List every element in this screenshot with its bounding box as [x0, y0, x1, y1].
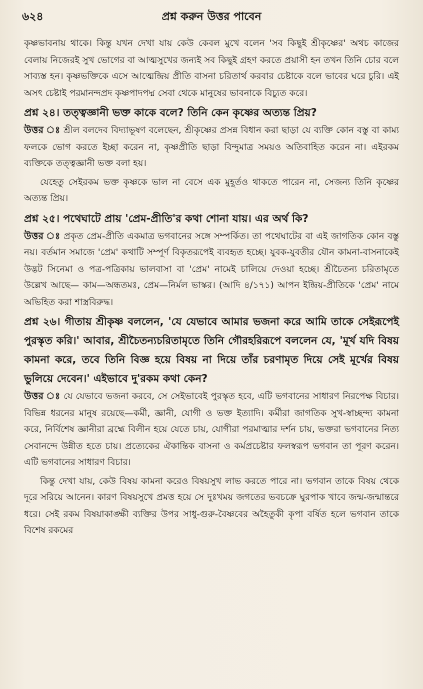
paragraph-continuation	[24, 36, 399, 102]
answer-label: উত্তর ঃ	[24, 230, 61, 242]
answer-26	[24, 389, 399, 472]
question-24	[24, 104, 399, 123]
paragraph-26-continuation	[24, 474, 399, 540]
paragraph-text: যেহেতু সেইরকম ভক্ত কৃষ্ণকে ভাল না বেসে এক মুহূর্তও থাকতে পারেন না, সেজন্য তিনি কৃষ্ণের অত্যন্ত প্রিয়।	[24, 177, 399, 204]
question-25	[24, 210, 399, 229]
answer-25	[24, 229, 399, 312]
question-label: প্রশ্ন ২৪।	[24, 107, 60, 119]
answer-text: যে যেভাবে ভজনা করবে, সে সেইভাবেই পুরস্কৃত হবে, এটি ভগবানের সাধারণ নিরপেক্ষ বিচার। বিভিন্ন ধরনের মানুষ রয়েছে—কর্মী, জ্ঞানী, যোগী ও ভক্ত ইত্যাদি। কর্মীরা জাগতিক সুখ-স্বাচ্ছন্দ্য কামনা করে, নির্বিশেষ জ্ঞানীরা ব্রহ্মে বিলীন হয়ে যেতে চায়, যোগীরা পরমাত্মার দর্শন চায়, ভক্তরা ভগবানের নিত্য সেবানন্দে উন্নীত হতে চায়। প্রত্যেকের ঐকান্তিক বাসনা ও কর্মপ্রচেষ্টার ফলস্বরূপ ভগবান তা পূরণ করেন। এটি ভগবানের সাধারণ বিচার।	[24, 392, 399, 468]
running-title: প্রশ্ন করুন উত্তর পাবেন	[161, 10, 262, 23]
page-header	[22, 8, 401, 26]
answer-text: প্রকৃত প্রেম-প্রীতি একমাত্র ভগবানের সঙ্গে সম্পর্কিত। তা পথেঘাটের বা এই জাগতিক কোন বস্তু নয়। বর্তমান সমাজে 'প্রেম' কথাটি সম্পূর্ণ বিকৃতরূপেই ব্যবহৃত হচ্ছে। যুবক-যুবতীর যৌন কামনা-বাসনাকেই উদ্ভট সিনেমা ও পত্র-পত্রিকায় ভালবাসা বা 'প্রেম' নামেই চালিয়ে দেওয়া হচ্ছে। শ্রীচৈতন্য চরিতামৃতে উল্লেখ আছে— কাম—অন্ধতমঃ, প্রেম—নির্মল ভাস্কর। (আদি ৪/১৭১) আপন ইন্দ্রিয়-প্রীতিকে 'প্রেম' নামে অভিহিত করা শাস্ত্রবিরুদ্ধ।	[24, 231, 399, 308]
paragraph-text: কিন্তু দেখা যায়, কেউ বিষয় কামনা করেও বিষয়সুখ লাভ করতে পারে না। ভগবান তাকে বিষয় থেকে দূরে সরিয়ে আনেন। কারণ বিষয়সুখে প্রমত্ত হয়ে সে দুঃখময় জগতের ভবচক্রে ঘুরপাক খাবে জন্ম-জন্মান্তরে ধরে। সেই রকম বিষয়াকাঙ্ক্ষী ব্যক্তির উপর সাধু-গুরু-বৈষ্ণবের অহৈতুকী কৃপা বর্ষিত হলে ভগবান তাকে বিশেষ রকমের	[24, 476, 399, 536]
page-content	[24, 36, 399, 542]
question-label: প্রশ্ন ২৬।	[24, 316, 61, 328]
paragraph-24-note	[24, 175, 399, 208]
page-number: ৬২৪	[22, 10, 44, 23]
answer-text: শ্রীল বলদেব বিদ্যাভূষণ বলেছেন, শ্রীকৃষ্ণের প্রসন্ন বিধান করা ছাড়া যে ব্যক্তি কোন বস্তু বা কাম্য ফলকে ভোগ করতে ইচ্ছা করেন না, কৃষ্ণপ্রীতি ছাড়া বিন্দুমাত্র সময়ও অতিবাহিত করেন না। এইরকম ব্যক্তিকে তত্ত্বজ্ঞানী ভক্ত বলা হয়।	[24, 126, 399, 169]
answer-24	[24, 123, 399, 173]
paragraph-text: কৃষ্ণভাবনায় থাকে। কিন্তু যখন দেখা যায় কেউ কেবল মুখে বলেন 'সব কিছুই শ্রীকৃষ্ণের' অথচ কাজের বেলায় নিজেরই সুখ ভোগের বা আত্মসুখের জন্যই সব কিছুই গ্রহণ করতে প্রয়াসী হন তখন তিনি চোর বলে সাব্যস্ত হন। কৃষ্ণভক্তিকে এসে আত্মেন্দ্রিয় প্রীতি বাসনা চরিতার্থ করবার চেষ্টাকে বলে ভাবের ঘরে চুরি। এই অসৎ চেষ্টাই পরমানন্দপ্রদ কৃষ্ণপাদপদ্ম সেবা থেকে মানুষের ভাবনাকে বিচ্যুত করে।	[24, 39, 399, 99]
question-26	[24, 313, 399, 389]
question-text: পথেঘাটে প্রায় 'প্রেম-প্রীতি'র কথা শোনা যায়। এর অর্থ কি?	[63, 212, 309, 225]
answer-label: উত্তর ঃ	[24, 391, 61, 402]
question-text: তত্ত্বজ্ঞানী ভক্ত কাকে বলে? তিনি কেন কৃষ্ণের অত্যন্ত প্রিয়?	[63, 107, 317, 119]
answer-label: উত্তর ঃ	[24, 125, 61, 136]
question-text: গীতায় শ্রীকৃষ্ণ বললেন, 'যে যেভাবে আমার ভজনা করে আমি তাকে সেইরূপেই পুরস্কৃত করি।' আবার, শ্রীচৈতন্যচরিতামৃতে তিনি গৌরহরিরূপে বললেন যে, 'মূর্খ যদি বিষয় কামনা করে, তবে তিনি বিজ্ঞ হয়ে বিষয় না দিয়ে তাঁর চরণামৃত দিয়ে সেই মূর্খের বিষয় ভুলিয়ে দেবেন।' এইভাবে দু'রকম কথা কেন?	[24, 316, 400, 385]
question-label: প্রশ্ন ২৫।	[24, 212, 60, 225]
